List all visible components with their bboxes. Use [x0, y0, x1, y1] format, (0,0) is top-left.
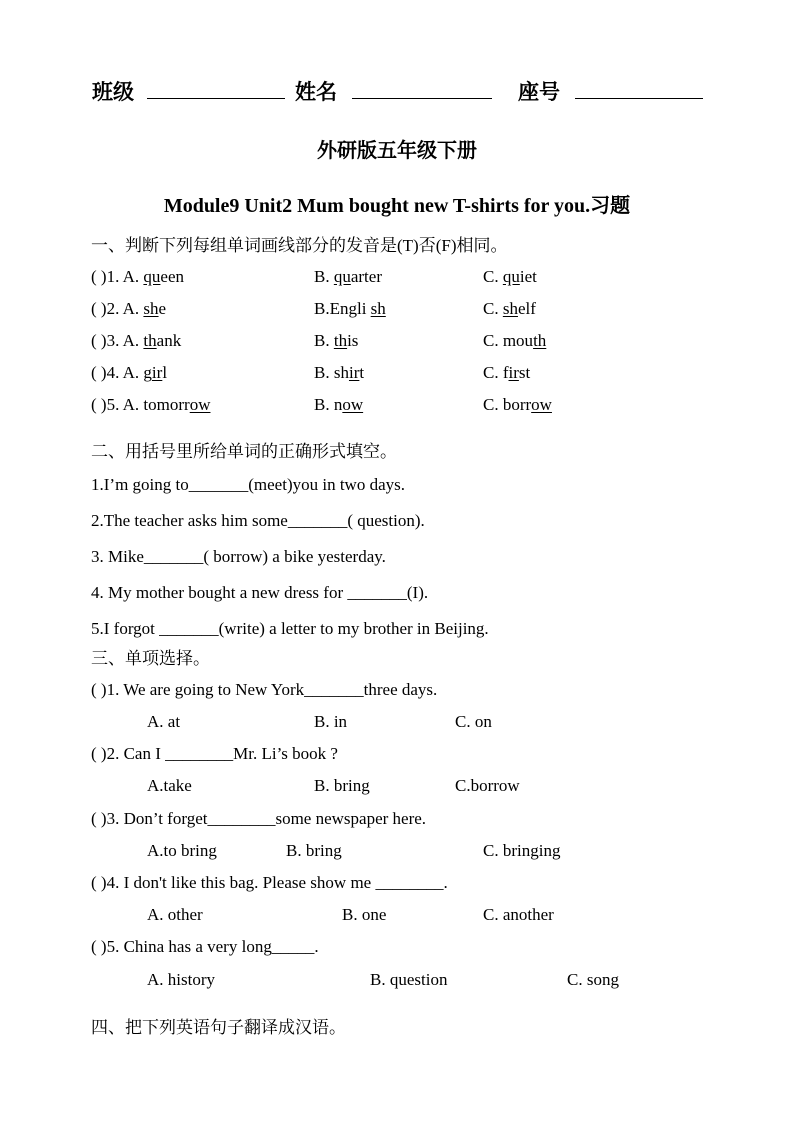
judge-number: ( )1. A.: [91, 267, 144, 286]
mc-option-a: A.to bring: [147, 841, 217, 860]
judge-option-b: [314, 363, 364, 383]
judge-number: ( )2. A.: [91, 299, 144, 318]
option-a-prefix: tomorr: [143, 395, 190, 414]
option-c-underlined: th: [533, 331, 547, 350]
mc-option-b: B. question: [370, 970, 448, 989]
mc-question-5: ( )5. China has a very long_____.: [91, 937, 319, 956]
option-a-underlined: ow: [189, 395, 211, 414]
mc-option-c: C. on: [455, 712, 492, 731]
mc-option-a: A.take: [147, 776, 192, 795]
mc-option-c: C. bringing: [483, 841, 561, 860]
mc-option-a: A. history: [147, 970, 215, 989]
class-field: [92, 76, 285, 106]
option-b-underlined: qu: [333, 267, 351, 286]
mc-option-b: B. one: [342, 905, 387, 924]
option-b-prefix: B. n: [314, 395, 343, 414]
option-c-underlined: ow: [531, 395, 552, 414]
judge-item-2: [91, 299, 166, 319]
name-label: 姓名: [295, 80, 337, 104]
option-b-underlined: ir: [348, 363, 360, 382]
judge-option-c: [483, 331, 546, 351]
mc-option-b: B. bring: [314, 776, 370, 795]
page-title: 外研版五年级下册: [317, 140, 477, 162]
option-b-prefix: B.Engli: [314, 299, 371, 318]
option-c-prefix: C. borr: [483, 395, 532, 414]
page-subtitle: Module9 Unit2 Mum bought new T-shirts for you.习题: [163, 195, 631, 217]
option-c-underlined: sh: [502, 299, 518, 318]
name-field: [295, 76, 492, 106]
seat-label: 座号: [518, 80, 560, 104]
judge-option-c: [483, 299, 536, 319]
fill-item-3: 3. Mike_______( borrow) a bike yesterday.: [91, 547, 386, 566]
judge-option-b: [314, 395, 363, 415]
judge-item-4: [91, 363, 167, 383]
option-b-suffix: t: [359, 363, 365, 382]
option-b-prefix: B.: [314, 331, 334, 350]
option-c-underlined: qu: [502, 267, 520, 286]
mc-option-b: B. in: [314, 712, 348, 731]
option-a-suffix: ank: [156, 331, 182, 350]
option-b-underlined: th: [333, 331, 348, 350]
option-a-prefix: g: [143, 363, 152, 382]
judge-option-c: [483, 267, 537, 287]
seat-blank[interactable]: [575, 76, 703, 99]
judge-item-5: [91, 395, 210, 415]
option-c-suffix: iet: [519, 267, 537, 286]
section1-title: 一、判断下列每组单词画线部分的发音是(T)否(F)相同。: [91, 236, 508, 255]
option-a-suffix: l: [162, 363, 168, 382]
judge-option-b: [314, 331, 358, 351]
judge-number: ( )3. A.: [91, 331, 144, 350]
section4-title: 四、把下列英语句子翻译成汉语。: [91, 1018, 346, 1037]
fill-item-1: 1.I’m going to_______(meet)you in two days.: [91, 475, 405, 494]
option-b-suffix: arter: [350, 267, 382, 286]
judge-option-b: [314, 299, 386, 319]
option-a-underlined: sh: [143, 299, 159, 318]
fill-item-5: 5.I forgot _______(write) a letter to my brother in Beijing.: [91, 619, 489, 638]
option-a-underlined: th: [143, 331, 157, 350]
mc-option-a: A. other: [147, 905, 203, 924]
judge-option-c: [483, 395, 552, 415]
option-a-underlined: ir: [151, 363, 163, 382]
judge-option-c: [483, 363, 530, 383]
option-b-underlined: ow: [342, 395, 364, 414]
mc-question-1: ( )1. We are going to New York_______three days.: [91, 680, 438, 699]
option-c-suffix: elf: [517, 299, 536, 318]
option-c-underlined: ir: [508, 363, 519, 382]
section2-title: 二、用括号里所给单词的正确形式填空。: [91, 442, 397, 461]
mc-option-b: B. bring: [286, 841, 342, 860]
class-blank[interactable]: [147, 76, 285, 99]
judge-item-1: [91, 267, 184, 287]
option-b-prefix: B.: [314, 267, 334, 286]
option-a-suffix: e: [158, 299, 167, 318]
fill-item-2: 2.The teacher asks him some_______( question).: [91, 511, 425, 530]
section3-title: 三、单项选择。: [91, 649, 210, 668]
option-c-prefix: C. mou: [483, 331, 534, 350]
mc-option-c: C. song: [567, 970, 619, 989]
judge-number: ( )4. A.: [91, 363, 144, 382]
option-b-suffix: is: [347, 331, 359, 350]
judge-option-b: [314, 267, 382, 287]
option-c-suffix: st: [518, 363, 531, 382]
mc-question-3: ( )3. Don’t forget________some newspaper here.: [91, 809, 427, 828]
seat-field: [518, 76, 703, 106]
mc-option-a: A. at: [147, 712, 181, 731]
judge-item-3: [91, 331, 181, 351]
option-c-prefix: C. f: [483, 363, 509, 382]
name-blank[interactable]: [352, 76, 492, 99]
mc-option-c: C.borrow: [455, 776, 520, 795]
option-a-underlined: qu: [143, 267, 161, 286]
mc-option-c: C. another: [483, 905, 554, 924]
mc-question-2: ( )2. Can I ________Mr. Li’s book ?: [91, 744, 338, 763]
option-b-underlined: sh: [370, 299, 386, 318]
mc-question-4: ( )4. I don't like this bag. Please show me ________.: [91, 873, 448, 892]
class-label: 班级: [92, 80, 134, 104]
option-c-prefix: C.: [483, 267, 503, 286]
judge-number: ( )5. A.: [91, 395, 144, 414]
option-b-prefix: B. sh: [314, 363, 349, 382]
fill-item-4: 4. My mother bought a new dress for _______(I).: [91, 583, 429, 602]
option-c-prefix: C.: [483, 299, 503, 318]
option-a-suffix: een: [160, 267, 185, 286]
